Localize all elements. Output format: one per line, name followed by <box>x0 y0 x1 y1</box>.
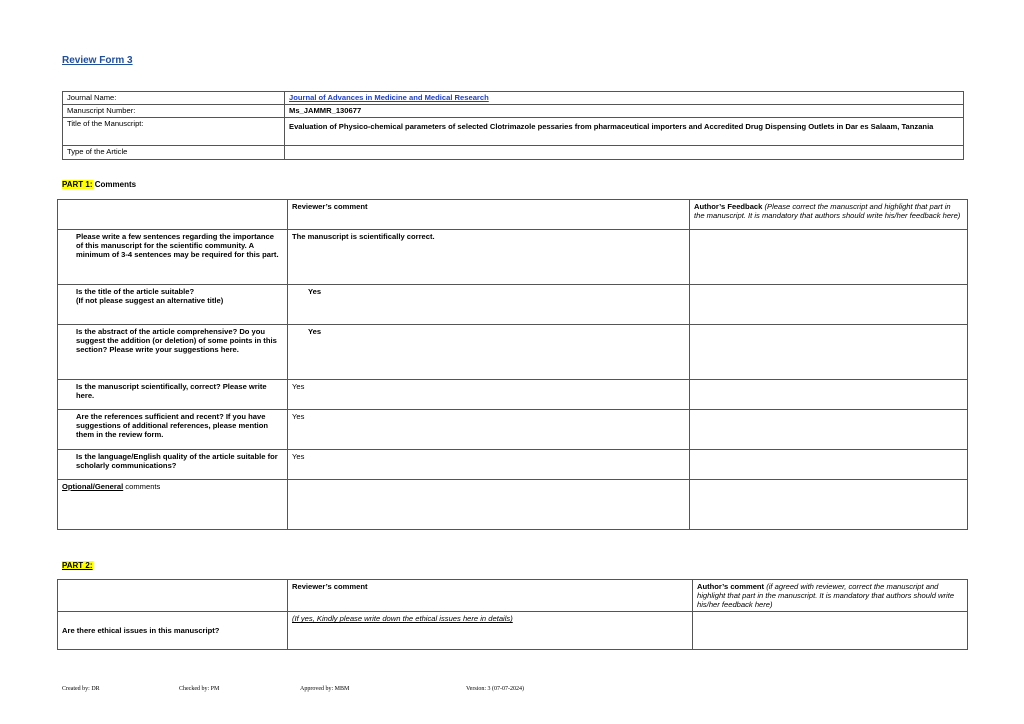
part1-heading-rest: Comments <box>92 180 137 189</box>
table-row <box>58 380 968 410</box>
footer-approved: Approved by: MBM <box>300 686 350 692</box>
part2-reviewer-header: Reviewer’s comment <box>288 580 693 612</box>
title-value: Evaluation of Physico-chemical parameters of selected Clotrimazole pessaries from pharmaceutical importers and Accredited Drug Dispensing Outlets in Dar es Salaam, Tanzania <box>285 118 964 146</box>
author-feedback-cell[interactable] <box>690 285 968 325</box>
part1-author-header <box>690 200 968 230</box>
reviewer-comment[interactable]: Yes <box>288 450 690 480</box>
author-feedback-cell[interactable] <box>690 410 968 450</box>
manuscript-number-value: Ms_JAMMR_130677 <box>285 105 964 118</box>
optional-comments-label <box>58 480 288 530</box>
part2-author-header-bold: Author’s comment <box>697 582 765 591</box>
journal-link[interactable]: Journal of Advances in Medicine and Medical Research <box>289 93 489 102</box>
footer-checked: Checked by: PM <box>179 686 220 692</box>
ethical-reviewer-comment[interactable]: (If yes, Kindly please write down the ethical issues here in details) <box>288 612 693 650</box>
author-feedback-cell[interactable] <box>690 325 968 380</box>
article-type-label: Type of the Article <box>63 146 285 160</box>
optional-label: Optional/General <box>62 482 124 491</box>
reviewer-comment[interactable]: The manuscript is scientifically correct. <box>288 230 690 285</box>
part2-author-header <box>693 580 968 612</box>
reviewer-comment[interactable]: Yes <box>288 325 690 380</box>
optional-reviewer-comment[interactable] <box>288 480 690 530</box>
part1-author-header-note: (Please correct the manuscript and highlight that part in the manuscript. It is mandatory that authors should write his/her feedback here) <box>694 202 961 221</box>
title-label: Title of the Manuscript: <box>63 118 285 146</box>
part1-header-row <box>58 200 968 230</box>
optional-author-feedback[interactable] <box>690 480 968 530</box>
part2-header-row <box>58 580 968 612</box>
optional-comments-row <box>58 480 968 530</box>
part1-author-header-bold: Author’s Feedback <box>694 202 763 211</box>
table-row <box>58 450 968 480</box>
table-row <box>58 285 968 325</box>
optional-label-rest: comments <box>123 482 161 491</box>
table-row <box>58 410 968 450</box>
part2-ethics-table <box>57 579 968 650</box>
footer-version: Version: 3 (07-07-2024) <box>466 686 524 692</box>
title-row <box>63 118 964 146</box>
author-feedback-cell[interactable] <box>690 450 968 480</box>
reviewer-comment[interactable]: Yes <box>288 285 690 325</box>
manuscript-number-label: Manuscript Number: <box>63 105 285 118</box>
journal-label: Journal Name: <box>63 92 285 105</box>
ethical-row <box>58 612 968 650</box>
question-importance: Please write a few sentences regarding the importance of this manuscript for the scientific community. A minimum of 3-4 sentences may be required for this part. <box>58 230 288 285</box>
manuscript-info-table <box>62 91 964 160</box>
article-type-row <box>63 146 964 160</box>
question-title: Is the title of the article suitable? (If not please suggest an alternative title) <box>58 285 288 325</box>
part1-heading-highlight: PART 1: <box>62 180 93 189</box>
table-row <box>58 325 968 380</box>
question-references: Are the references sufficient and recent? If you have suggestions of additional references, please mention them in the review form. <box>58 410 288 450</box>
part2-author-header-note: (if agreed with reviewer, correct the manuscript and highlight that part in the manuscript. It is mandatory that authors should write his/her feedback here) <box>697 582 955 610</box>
part2-heading-highlight: PART 2: <box>62 561 93 570</box>
part1-comments-table <box>57 199 968 530</box>
ethical-author-comment[interactable] <box>693 612 968 650</box>
footer-created: Created by: DR <box>62 686 100 692</box>
reviewer-comment[interactable]: Yes <box>288 410 690 450</box>
table-row <box>58 230 968 285</box>
reviewer-comment[interactable]: Yes <box>288 380 690 410</box>
question-language: Is the language/English quality of the article suitable for scholarly communications? <box>58 450 288 480</box>
part2-heading <box>62 561 93 570</box>
part1-heading <box>62 180 136 189</box>
author-feedback-cell[interactable] <box>690 230 968 285</box>
author-feedback-cell[interactable] <box>690 380 968 410</box>
ethical-question: Are there ethical issues in this manuscript? <box>58 612 288 650</box>
journal-row <box>63 92 964 105</box>
manuscript-number-row <box>63 105 964 118</box>
part1-reviewer-header: Reviewer’s comment <box>288 200 690 230</box>
form-title: Review Form 3 <box>62 55 133 66</box>
question-abstract: Is the abstract of the article comprehensive? Do you suggest the addition (or deletion) of some points in this section? Please write your suggestions here. <box>58 325 288 380</box>
article-type-value[interactable] <box>285 146 964 160</box>
question-scientific: Is the manuscript scientifically, correct? Please write here. <box>58 380 288 410</box>
